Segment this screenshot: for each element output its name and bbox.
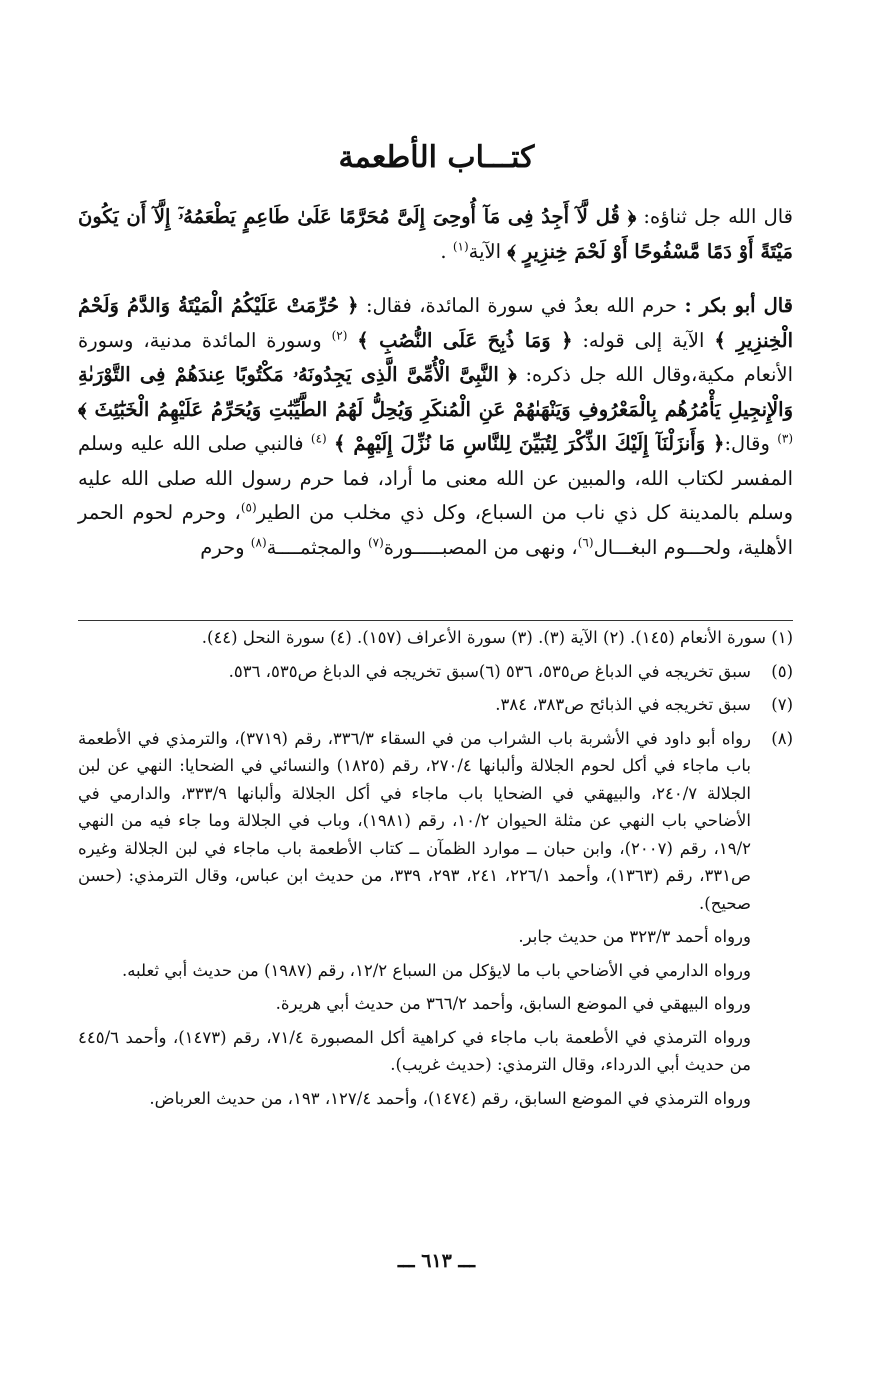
footnote-ref: (٢) bbox=[331, 328, 348, 342]
page-number: ـــ ٦١٣ ـــ bbox=[397, 1250, 476, 1272]
footnote-paragraph: ورواه البيهقي في الموضع السابق، وأحمد ٣٦٦/٢ من حديث أبي هريرة. bbox=[275, 994, 751, 1013]
main-text bbox=[78, 200, 793, 565]
footnote-text bbox=[78, 725, 751, 1119]
text-run: فالنبي صلى الله عليه وسلم المفسر لكتاب الله، والمبين عن الله معنى ما أراد، فما حرم رسول الله صلى الله عليه وسلم بالمدينة كل ذي ناب من السباع، وكل ذي مخلب من الطير bbox=[78, 432, 793, 524]
footnotes-1-4: (١) سورة الأنعام (١٤٥). (٢) الآية (٣). (٣) سورة الأعراف (١٥٧). (٤) سورة النحل (٤٤). bbox=[201, 628, 793, 647]
text-run: حرم الله بعدُ في سورة المائدة، فقال: bbox=[365, 294, 677, 317]
footnote-line bbox=[78, 624, 793, 652]
footnote-ref: (١) bbox=[452, 239, 469, 253]
speaker-lead: قال أبو بكر : bbox=[684, 294, 793, 317]
footnote-ref: (٦) bbox=[577, 535, 594, 549]
footnote-divider bbox=[78, 620, 793, 621]
footnote-text: سبق تخريجه في الدباغ ص٥٣٥، ٥٣٦ (٦)سبق تخريجه في الدباغ ص٥٣٥، ٥٣٦. bbox=[228, 661, 751, 681]
footnote-ref: (٣) bbox=[777, 431, 794, 446]
footnote-text: سبق تخريجه في الذبائح ص٣٨٣، ٣٨٤. bbox=[495, 695, 751, 714]
text-run: ، وحرم لحوم الحمر الأهلية، ولحـــوم البغـــال bbox=[78, 501, 793, 559]
footnote-paragraph: ورواه الترمذي في الأطعمة باب ماجاء في كراهية أكل المصبورة ٧١/٤، رقم (١٤٧٣)، وأحمد ٤٤٥/٦ من حديث أبي الدرداء، وقال الترمذي: (حديث غريب). bbox=[78, 1027, 751, 1074]
footnotes bbox=[78, 624, 793, 1124]
verse-intro-paragraph bbox=[78, 200, 793, 269]
text-run: وحرم bbox=[200, 535, 245, 559]
main-paragraph bbox=[78, 289, 793, 565]
quran-verse: ﴿ وَأَنزَلْنَآ إِلَيْكَ الذِّكْرَ لِتُبَيِّنَ لِلنَّاسِ مَا نُزِّلَ إِلَيْهِمْ ﴾ bbox=[334, 432, 725, 455]
footnote-ref: (٤) bbox=[310, 431, 327, 446]
footnote-number: (٧) bbox=[771, 695, 793, 714]
footnote-paragraph: ورواه الدارمي في الأضاحي باب ما لايؤكل من السباع ١٢/٢، رقم (١٩٨٧) من حديث أبي ثعلبه. bbox=[121, 960, 751, 980]
quran-verse: ﴿ النَّبِىَّ الْأُمِّىَّ الَّذِى يَجِدُونَهُۥ مَكْتُوبًا عِندَهُمْ فِى التَّوْرَىٰةِ وَالْإِنجِيلِ يَأْمُرُهُم بِالْمَعْرُوفِ وَيَنْهَىٰهُمْ عَنِ الْمُنكَرِ وَيُحِلُّ لَهُمُ الطَّيِّبَٰتِ وَيُحَرِّمُ عَلَيْهِمُ الْخَبَٰٓئِثَ ﴾ bbox=[78, 363, 793, 421]
verse-intro-suffix: الآية bbox=[468, 239, 502, 263]
footnote-number: (٨) bbox=[771, 728, 793, 748]
quran-verse: ﴿ حُرِّمَتْ عَلَيْكُمُ الْمَيْتَةُ وَالدَّمُ وَلَحْمُ الْخِنزِيرِ ﴾ bbox=[78, 294, 793, 352]
footnote-ref: (٨) bbox=[250, 535, 267, 549]
verse-intro-prefix: قال الله جل ثناؤه: bbox=[643, 205, 793, 228]
text-run: وقال: bbox=[724, 432, 770, 455]
text-run: الآية إلى قوله: bbox=[582, 328, 705, 352]
footnote-ref: (٥) bbox=[240, 500, 257, 515]
footnote-8 bbox=[78, 725, 793, 1119]
footnote-ref: (٧) bbox=[367, 535, 384, 549]
footnote-7 bbox=[78, 691, 793, 719]
footnote-paragraph: ورواه الترمذي في الموضع السابق، رقم (١٤٧٤)، وأحمد ١٢٧/٤، ١٩٣، من حديث العرباض. bbox=[149, 1088, 751, 1108]
quran-verse: ﴿ قُل لَّآ أَجِدُ فِى مَآ أُوحِىَ إِلَىَّ مُحَرَّمًا عَلَىٰ طَاعِمٍ يَطْعَمُهُۥٓ إِلَّآ أَن يَكُونَ مَيْتَةً أَوْ دَمًا مَّسْفُوحًا أَوْ لَحْمَ خِنزِيرٍ ﴾ bbox=[78, 205, 793, 263]
text-run: والمجثمــــة bbox=[266, 535, 362, 559]
footnote-paragraph: رواه أبو داود في الأشربة باب الشراب من في السقاء ٣٣٦/٣، رقم (٣٧١٩)، والترمذي في الأطعمة باب ماجاء في أكل لحوم الجلالة وألبانها ٢٧٠/٤، رقم (١٨٢٥) والنسائي في الضحايا: النهي عن لبن الجلالة ٢٤٠/٧، والبيهقي في الضحايا باب ماجاء في أكل الجلالة وألبانها ٣٣٣/٩، والدارمي في الأضاحي باب النهي عن مثلة الحيوان ١٠/٢، رقم (١٩٨١)، وباب في الجلالة وما جاء فيه من النهي ١٩/٢، رقم (٢٠٠٧)، وابن حبان ــ موارد الظمآن ــ كتاب الأطعمة باب ماجاء في لبن الجلالة وغيره ص٣٣١، رقم (١٣٦٣)، وأحمد ٢٢٦/١، ٢٤١، ٢٩٣، ٣٣٩، من حديث ابن عباس، وقال الترمذي: (حسن صحيح). bbox=[78, 728, 752, 913]
footnote-5 bbox=[78, 658, 793, 686]
footnote-number: (٥) bbox=[771, 661, 793, 681]
period: . bbox=[440, 239, 447, 263]
text-run: وسورة المائدة مدنية، وسورة الأنعام مكية،وقال الله جل ذكره: bbox=[78, 328, 793, 386]
footnote-paragraph: ورواه أحمد ٣٢٣/٣ من حديث جابر. bbox=[518, 927, 751, 946]
text-run: ، ونهى من المصبـــــورة bbox=[383, 535, 578, 559]
quran-verse: ﴿ وَمَا ذُبِحَ عَلَى النُّصُبِ ﴾ bbox=[357, 328, 573, 352]
chapter-title: كتـــاب الأطعمة bbox=[338, 140, 535, 175]
